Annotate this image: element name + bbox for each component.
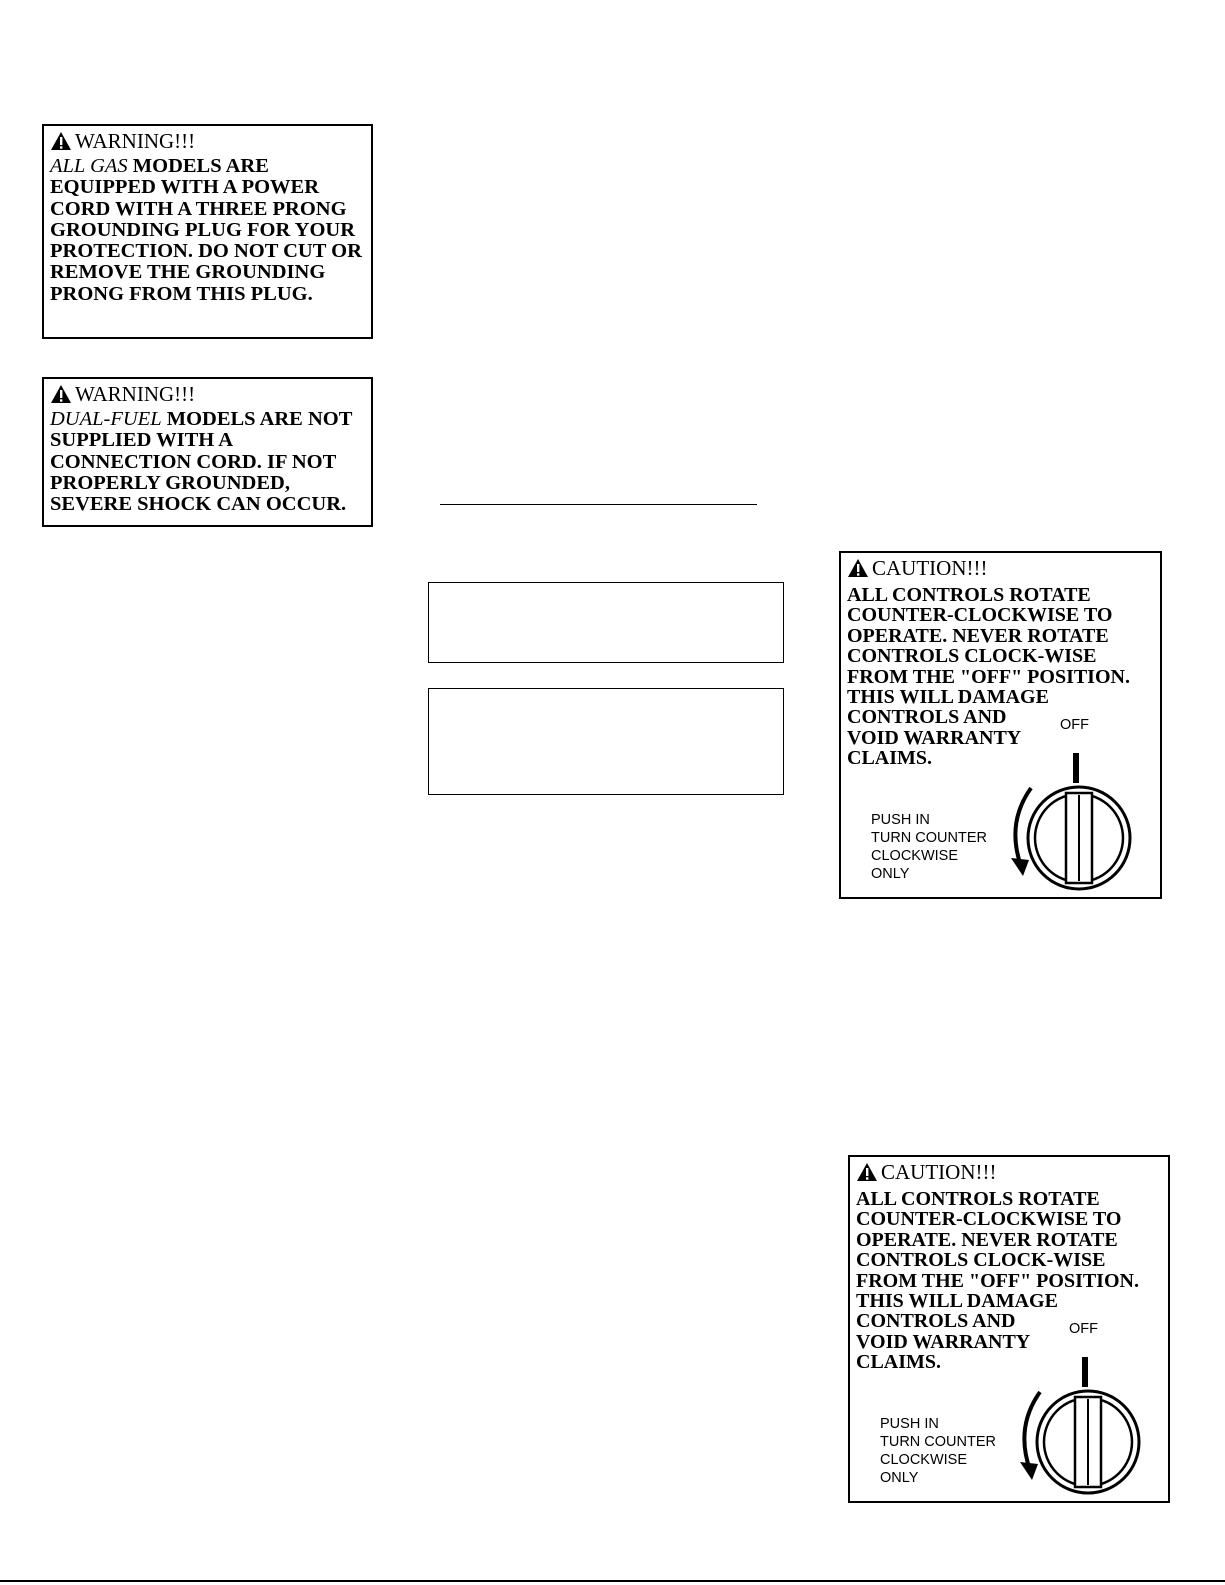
caution-line: CONTROLS AND — [856, 1310, 1016, 1333]
warning-text: MODELS ARE EQUIPPED WITH A POWER CORD WITH A THREE PRONG GROUNDING PLUG FOR YOUR PROTECTION. DO NOT CUT OR REMOVE THE GROUNDING PRONG FROM THIS PLUG. — [50, 155, 362, 305]
caution-line: COUNTER-CLOCKWISE TO — [847, 604, 1113, 627]
push-instructions — [871, 811, 987, 883]
page-bottom-rule — [0, 1580, 1225, 1582]
caution-header — [856, 1161, 1162, 1183]
push-line: ONLY — [871, 866, 910, 882]
caution-line: VOID WARRANTY — [847, 726, 1022, 749]
push-line: ONLY — [880, 1470, 919, 1486]
caution-body — [847, 585, 1154, 769]
off-label: OFF — [1060, 717, 1089, 733]
warning-text: MODELS ARE NOT SUPPLIED WITH A CONNECTION CORD. IF NOT PROPERLY GROUNDED, SEVERE SHOCK CAN OCCUR. — [50, 408, 353, 516]
caution-line: VOID WARRANTY — [856, 1330, 1031, 1353]
push-line: CLOCKWISE — [871, 848, 959, 864]
push-instructions — [880, 1415, 996, 1487]
warning-triangle-icon — [50, 384, 72, 404]
horizontal-rule — [440, 504, 757, 505]
italic-lead: ALL GAS — [50, 155, 128, 177]
caution-line: FROM THE "OFF" POSITION. — [856, 1269, 1139, 1292]
caution-header-text: CAUTION!!! — [881, 1160, 997, 1184]
off-label: OFF — [1069, 1321, 1098, 1337]
control-knob-icon — [1010, 1352, 1150, 1497]
caution-header — [847, 557, 1154, 579]
warning-triangle-icon — [847, 558, 869, 578]
caution-line: CONTROLS AND — [847, 706, 1007, 729]
push-line: PUSH IN — [871, 812, 930, 828]
push-line: TURN COUNTER — [880, 1434, 996, 1450]
caution-body — [856, 1189, 1162, 1373]
warning-header — [50, 130, 365, 152]
caution-line: ALL CONTROLS ROTATE — [856, 1188, 1100, 1210]
caution-line: THIS WILL DAMAGE — [847, 686, 1049, 709]
warning-header-text: WARNING!!! — [75, 129, 196, 153]
caution-box-2 — [848, 1155, 1170, 1503]
italic-lead: DUAL-FUEL — [50, 408, 162, 430]
warning-body — [50, 409, 365, 515]
warning-header-text: WARNING!!! — [75, 382, 196, 406]
warning-box-gas — [42, 124, 373, 339]
caution-line: CLAIMS. — [847, 747, 933, 770]
warning-triangle-icon — [50, 131, 72, 151]
control-knob-icon — [1001, 748, 1141, 893]
caution-box-1 — [839, 551, 1162, 899]
warning-header — [50, 383, 365, 405]
warning-box-dual-fuel — [42, 377, 373, 527]
caution-line: COUNTER-CLOCKWISE TO — [856, 1208, 1122, 1231]
warning-body — [50, 156, 365, 305]
caution-line: CONTROLS CLOCK-WISE — [847, 645, 1097, 668]
caution-header-text: CAUTION!!! — [872, 556, 988, 580]
push-line: TURN COUNTER — [871, 830, 987, 846]
caution-line: ALL CONTROLS ROTATE — [847, 584, 1091, 606]
push-line: PUSH IN — [880, 1416, 939, 1432]
caution-line: OPERATE. NEVER ROTATE — [847, 624, 1109, 647]
push-line: CLOCKWISE — [880, 1452, 968, 1468]
caution-line: FROM THE "OFF" POSITION. — [847, 665, 1130, 688]
caution-line: OPERATE. NEVER ROTATE — [856, 1228, 1118, 1251]
caution-line: THIS WILL DAMAGE — [856, 1290, 1058, 1313]
caution-line: CONTROLS CLOCK-WISE — [856, 1249, 1106, 1272]
empty-box-2 — [428, 688, 784, 795]
caution-line: CLAIMS. — [856, 1351, 942, 1374]
empty-box-1 — [428, 582, 784, 663]
warning-triangle-icon — [856, 1162, 878, 1182]
